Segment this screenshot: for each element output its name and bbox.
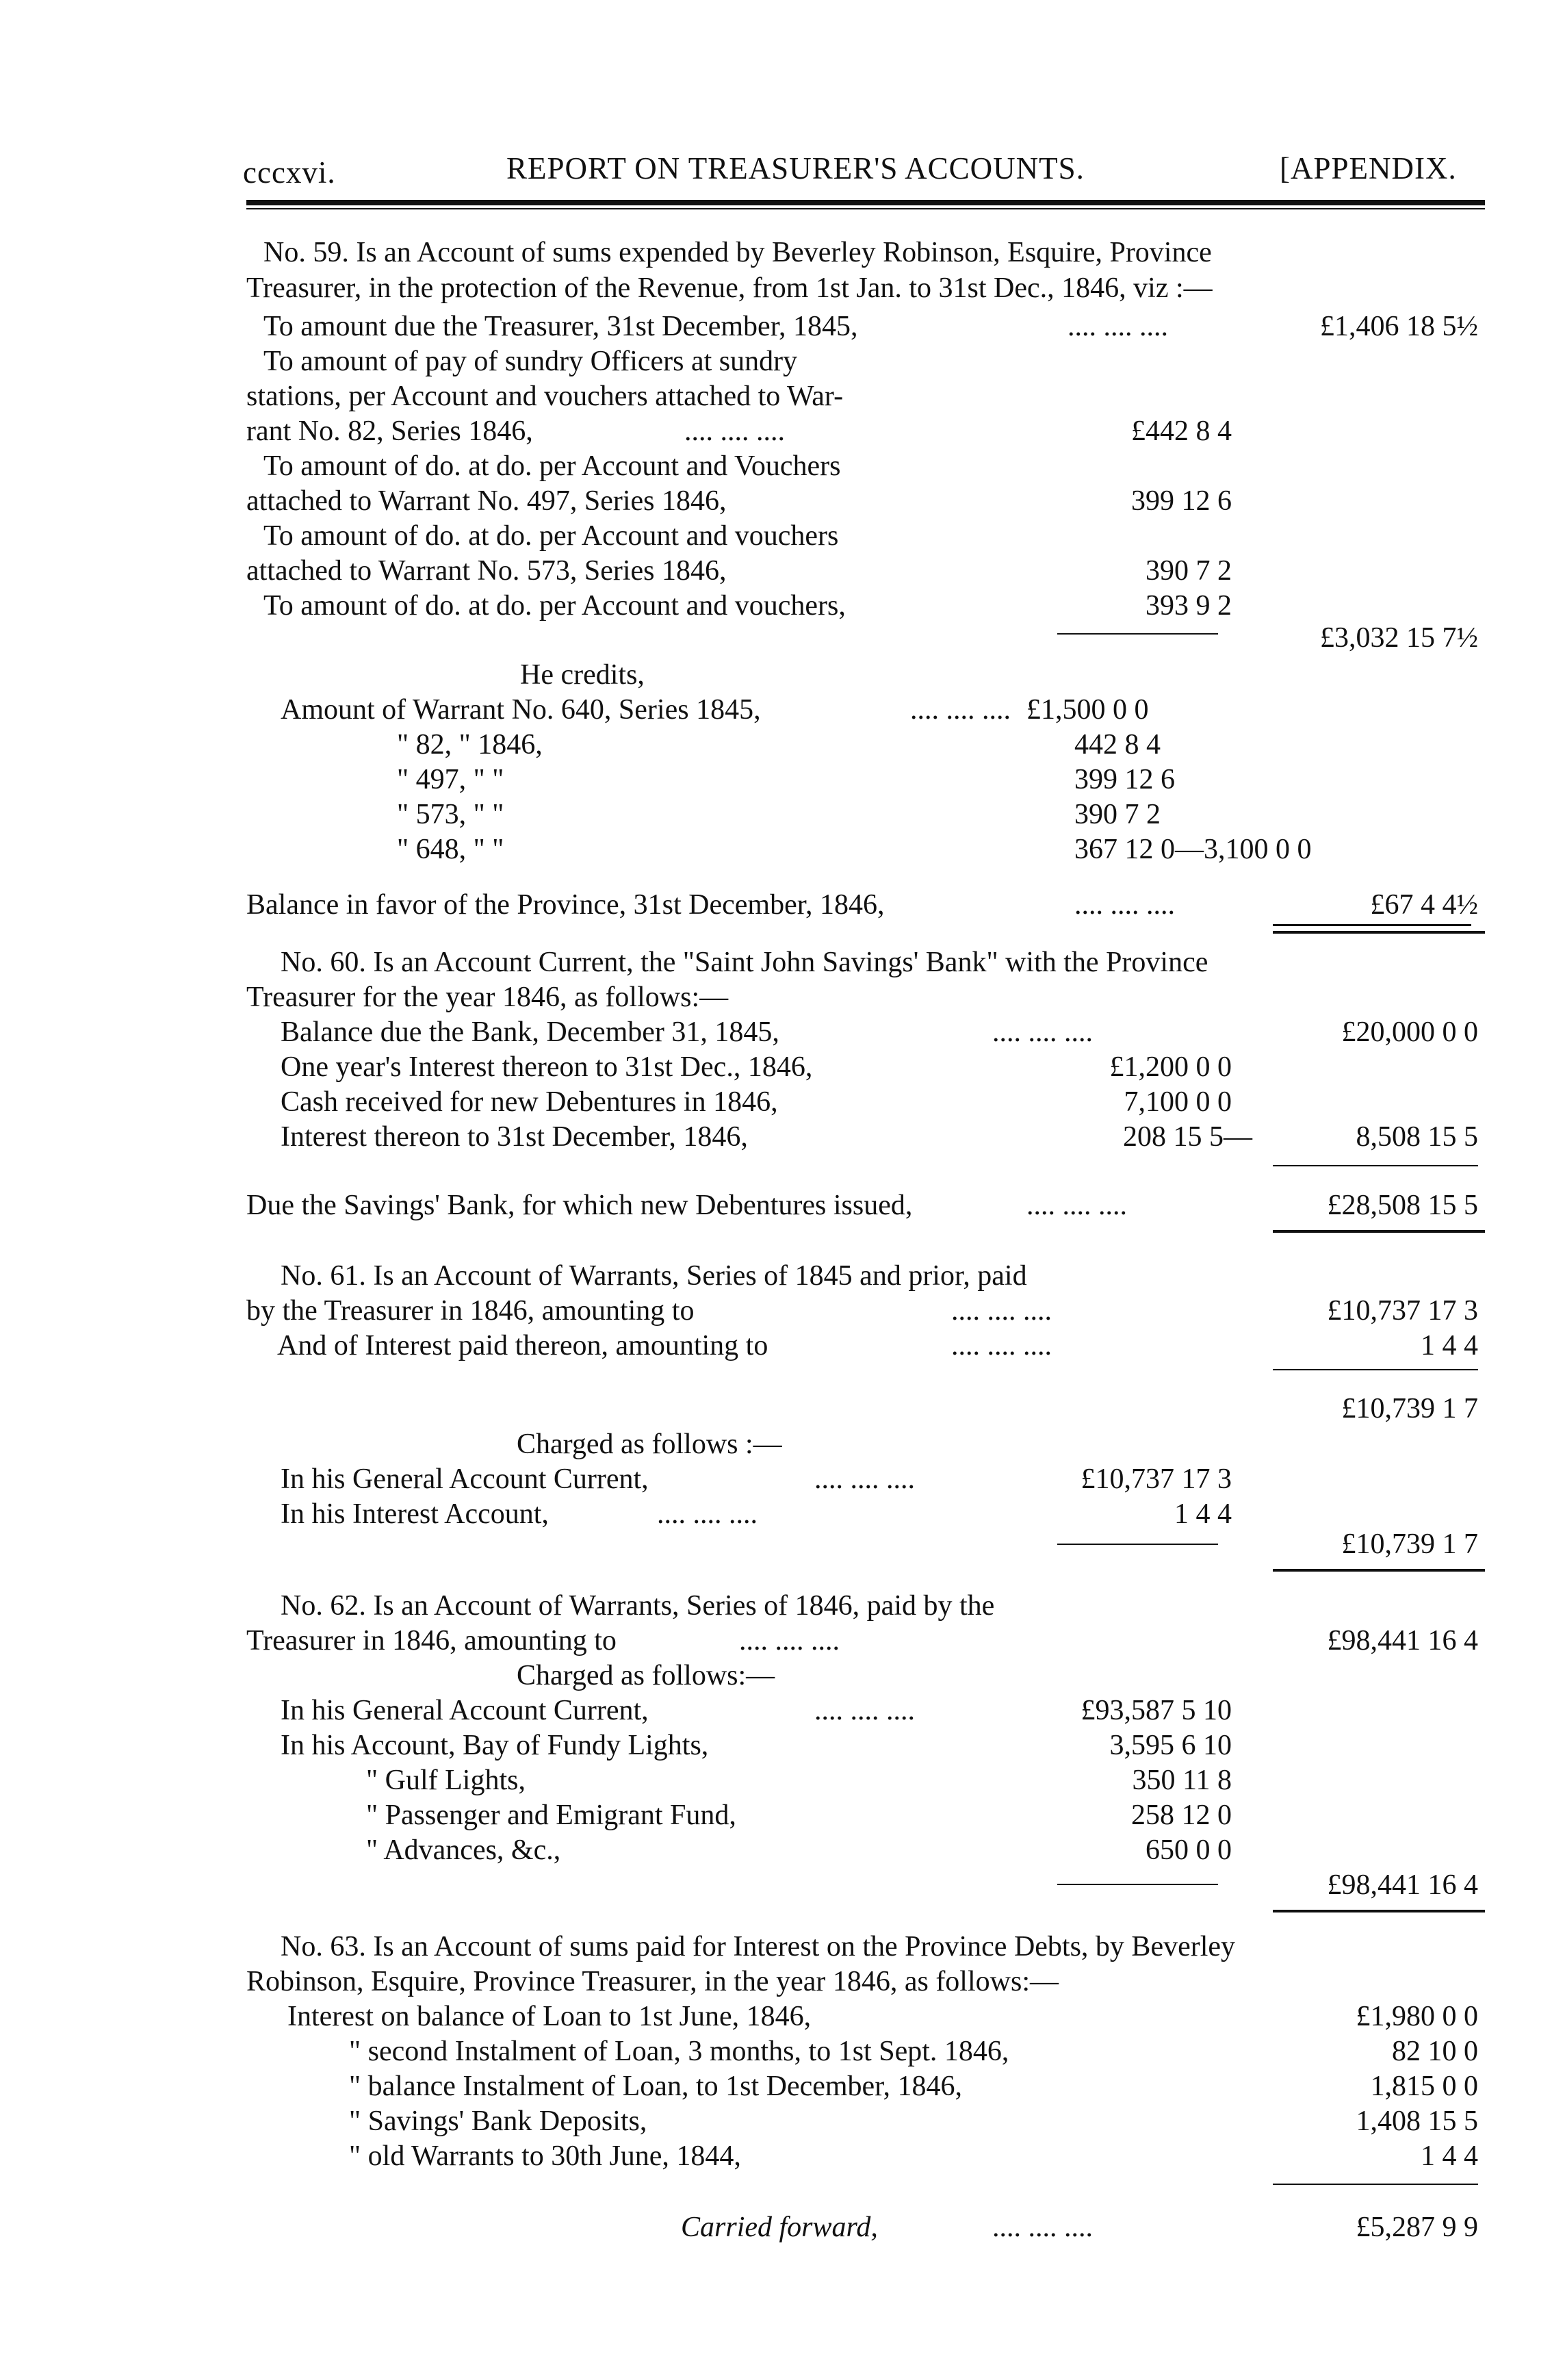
no60-row-label: Interest thereon to 31st December, 1846, xyxy=(281,1121,748,1153)
dot-leader: .... .... .... xyxy=(657,1498,758,1530)
no59-credit-label: " 648, " " xyxy=(397,834,504,865)
no60-row-right: £20,000 0 0 xyxy=(1341,1016,1478,1048)
no61-intro3-amount: 1 4 4 xyxy=(1421,1330,1478,1361)
no59-balance-underline xyxy=(1273,924,1471,926)
section-label: [APPENDIX. xyxy=(1280,151,1457,185)
dot-leader: .... .... .... xyxy=(951,1330,1052,1361)
no63-row-amount: 82 10 0 xyxy=(1392,2036,1478,2067)
no60-row-mid: 208 15 5— xyxy=(1123,1121,1252,1153)
no59-credit-amount: 399 12 6 xyxy=(1074,764,1175,795)
no59-credit-label: Amount of Warrant No. 640, Series 1845, xyxy=(281,694,761,726)
header-rule-thin xyxy=(246,208,1485,209)
section-rule xyxy=(1273,1230,1485,1233)
no63-row-label: " second Instalment of Loan, 3 months, to 1st Sept. 1846, xyxy=(349,2036,1009,2067)
no61-intro2-amount: £10,737 17 3 xyxy=(1327,1295,1478,1327)
no63-intro-line2: Robinson, Esquire, Province Treasurer, in the year 1846, as follows:— xyxy=(246,1966,1059,1997)
no61-intro-line2: by the Treasurer in 1846, amounting to xyxy=(246,1295,695,1327)
no59-credits-heading: He credits, xyxy=(520,659,645,691)
no59-intro-line2: Treasurer, in the protection of the Revenue, from 1st Jan. to 31st Dec., 1846, viz :— xyxy=(246,272,1213,304)
no59-line4-label-b: attached to Warrant No. 573, Series 1846, xyxy=(246,555,727,587)
no62-charged-amount: 350 11 8 xyxy=(1132,1765,1232,1796)
no60-row-label: Balance due the Bank, December 31, 1845, xyxy=(281,1016,779,1048)
no61-intro-line3: And of Interest paid thereon, amounting to xyxy=(277,1330,768,1361)
no63-carried-rule xyxy=(1273,2184,1478,2185)
no62-intro-line2: Treasurer in 1846, amounting to xyxy=(246,1625,617,1656)
no60-row-label: One year's Interest thereon to 31st Dec., 1846, xyxy=(281,1051,813,1083)
no62-charged-heading: Charged as follows:— xyxy=(517,1660,775,1691)
no62-charged-label: In his Account, Bay of Fundy Lights, xyxy=(281,1730,709,1761)
no59-line3-label-a: To amount of do. at do. per Account and Vouchers xyxy=(263,450,841,482)
header-rule-thick xyxy=(246,200,1485,205)
no59-line2-label-c: rant No. 82, Series 1846, xyxy=(246,415,533,447)
dot-leader: .... .... .... xyxy=(814,1695,915,1726)
no60-row-mid: £1,200 0 0 xyxy=(1109,1051,1232,1083)
no63-row-amount: 1,408 15 5 xyxy=(1356,2106,1478,2137)
dot-leader: .... .... .... xyxy=(814,1463,915,1495)
no62-charged-amount: 650 0 0 xyxy=(1146,1834,1232,1866)
no59-credit-amount: £1,500 0 0 xyxy=(1026,694,1149,726)
no59-credit-amount: 390 7 2 xyxy=(1074,799,1161,830)
no61-total1-rule xyxy=(1273,1369,1478,1370)
no59-subtotal-rule xyxy=(1057,633,1218,635)
no59-line3-label-b: attached to Warrant No. 497, Series 1846, xyxy=(246,485,727,517)
dot-leader: .... .... .... xyxy=(1026,1190,1127,1221)
no62-charged-amount: 258 12 0 xyxy=(1131,1800,1232,1831)
no59-balance-amount: £67 4 4½ xyxy=(1370,889,1478,921)
no61-charged-label: In his Interest Account, xyxy=(281,1498,549,1530)
no59-line4-label-a: To amount of do. at do. per Account and vouchers xyxy=(263,520,839,552)
no62-charged-label: " Gulf Lights, xyxy=(366,1765,526,1796)
no61-total2: £10,739 1 7 xyxy=(1341,1528,1478,1560)
dot-leader: .... .... .... xyxy=(684,415,785,447)
no63-row-label: Interest on balance of Loan to 1st June, 1846, xyxy=(287,2001,812,2032)
no59-line4-amount: 390 7 2 xyxy=(1146,555,1232,587)
no61-intro-line1: No. 61. Is an Account of Warrants, Series of 1845 and prior, paid xyxy=(281,1260,1027,1292)
no59-intro-line1: No. 59. Is an Account of sums expended by Beverley Robinson, Esquire, Province xyxy=(263,237,1212,268)
no60-due-amount: £28,508 15 5 xyxy=(1327,1190,1478,1221)
no61-charged-rule xyxy=(1057,1544,1218,1545)
dot-leader: .... .... .... xyxy=(992,1016,1093,1048)
no62-intro2-amount: £98,441 16 4 xyxy=(1327,1625,1478,1656)
section-rule xyxy=(1273,1569,1485,1572)
no61-charged-amount: 1 4 4 xyxy=(1174,1498,1232,1530)
dot-leader: .... .... .... xyxy=(1074,889,1175,921)
no59-credit-amount: 442 8 4 xyxy=(1074,729,1161,760)
no61-charged-amount: £10,737 17 3 xyxy=(1081,1463,1232,1495)
no59-balance-label: Balance in favor of the Province, 31st December, 1846, xyxy=(246,889,885,921)
no59-line3-amount: 399 12 6 xyxy=(1131,485,1232,517)
no63-carried-label: Carried forward, xyxy=(681,2212,878,2243)
no62-charged-label: " Advances, &c., xyxy=(366,1834,561,1866)
no62-charged-label: In his General Account Current, xyxy=(281,1695,649,1726)
no63-row-label: " balance Instalment of Loan, to 1st December, 1846, xyxy=(349,2071,963,2102)
no60-intro-line1: No. 60. Is an Account Current, the "Saint John Savings' Bank" with the Province xyxy=(281,947,1208,978)
no62-charged-rule xyxy=(1057,1884,1218,1885)
no63-row-label: " Savings' Bank Deposits, xyxy=(349,2106,647,2137)
no60-intro-line2: Treasurer for the year 1846, as follows:— xyxy=(246,982,729,1013)
no62-charged-label: " Passenger and Emigrant Fund, xyxy=(366,1800,736,1831)
page-title: REPORT ON TREASURER'S ACCOUNTS. xyxy=(506,151,1085,185)
no60-row-label: Cash received for new Debentures in 1846, xyxy=(281,1086,778,1118)
section-rule xyxy=(1273,1910,1485,1912)
no60-row-mid: 7,100 0 0 xyxy=(1124,1086,1232,1118)
no62-total: £98,441 16 4 xyxy=(1327,1869,1478,1901)
no61-charged-label: In his General Account Current, xyxy=(281,1463,649,1495)
dot-leader: .... .... .... xyxy=(739,1625,840,1656)
no63-row-label: " old Warrants to 30th June, 1844, xyxy=(349,2140,741,2172)
dot-leader: .... .... .... xyxy=(951,1295,1052,1327)
section-rule xyxy=(1273,931,1485,934)
no63-row-amount: £1,980 0 0 xyxy=(1356,2001,1478,2032)
no59-credit-label: " 82, " 1846, xyxy=(397,729,543,760)
no63-intro-line1: No. 63. Is an Account of sums paid for Interest on the Province Debts, by Beverley xyxy=(281,1931,1236,1962)
no60-due-label: Due the Savings' Bank, for which new Debentures issued, xyxy=(246,1190,913,1221)
no59-line5-label: To amount of do. at do. per Account and vouchers, xyxy=(263,590,846,622)
no59-line1-amount: £1,406 18 5½ xyxy=(1320,311,1478,342)
no60-total-rule xyxy=(1273,1165,1478,1166)
no59-credit-label: " 573, " " xyxy=(397,799,504,830)
no61-total1: £10,739 1 7 xyxy=(1341,1393,1478,1424)
no59-subtotal: £3,032 15 7½ xyxy=(1320,622,1478,654)
no63-row-amount: 1 4 4 xyxy=(1421,2140,1478,2172)
no63-carried-amount: £5,287 9 9 xyxy=(1356,2212,1478,2243)
no59-line2-label-b: stations, per Account and vouchers attached to War- xyxy=(246,381,844,412)
no62-intro-line1: No. 62. Is an Account of Warrants, Series of 1846, paid by the xyxy=(281,1590,995,1622)
no60-row-right: 8,508 15 5 xyxy=(1356,1121,1478,1153)
no59-credit-amount: 367 12 0—3,100 0 0 xyxy=(1074,834,1312,865)
no62-charged-amount: £93,587 5 10 xyxy=(1081,1695,1232,1726)
no63-row-amount: 1,815 0 0 xyxy=(1370,2071,1478,2102)
dot-leader: .... .... .... xyxy=(992,2212,1093,2243)
no59-line2-label-a: To amount of pay of sundry Officers at sundry xyxy=(263,346,798,377)
dot-leader: .... .... .... xyxy=(1068,311,1168,342)
page-number: cccxvi. xyxy=(243,155,336,190)
no59-line2-amount: £442 8 4 xyxy=(1131,415,1232,447)
dot-leader: .... .... .... xyxy=(910,694,1011,726)
no62-charged-amount: 3,595 6 10 xyxy=(1109,1730,1232,1761)
no59-line1-label: To amount due the Treasurer, 31st December, 1845, xyxy=(263,311,858,342)
no61-charged-heading: Charged as follows :— xyxy=(517,1429,782,1460)
no59-line5-amount: 393 9 2 xyxy=(1146,590,1232,622)
no59-credit-label: " 497, " " xyxy=(397,764,504,795)
